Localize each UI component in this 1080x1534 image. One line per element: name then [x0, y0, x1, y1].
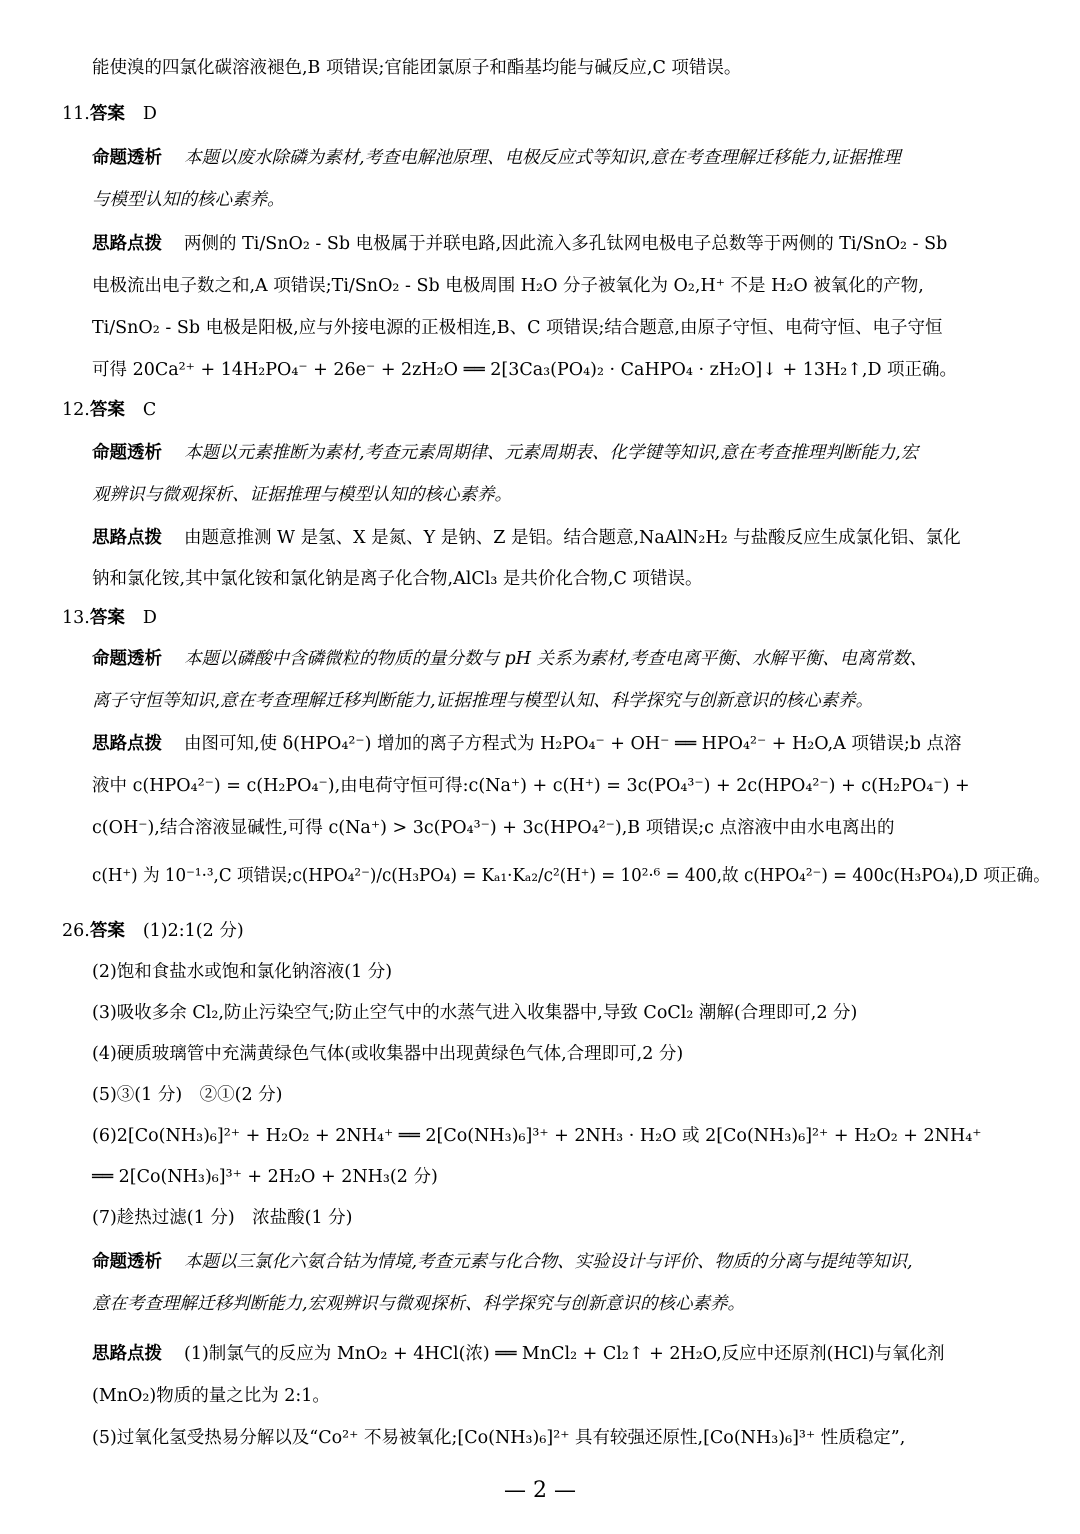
paragraph-line: 观辨识与微观探析、证据推理与模型认知的核心素养。 [92, 485, 512, 505]
section-tag: 命题透析 [92, 649, 162, 669]
section-tag: 思路点拨 [92, 234, 162, 254]
paragraph-line: 电极流出电子数之和,A 项错误;Ti/SnO₂ - Sb 电极周围 H₂O 分子被氧化为 O₂,H⁺ 不是 H₂O 被氧化的产物, [92, 276, 924, 296]
paragraph-line: 意在考查理解迁移判断能力,宏观辨识与微观探析、科学探究与创新意识的核心素养。 [92, 1294, 746, 1314]
paragraph-text: 由图可知,使 δ(HPO₄²⁻) 增加的离子方程式为 H₂PO₄⁻ + OH⁻ ══ HPO₄²⁻ + H₂O,A 项错误;b 点溶 [184, 734, 962, 754]
paragraph-line: 与模型认知的核心素养。 [92, 190, 285, 210]
tagged-paragraph-line [92, 146, 901, 170]
paragraph-line: 液中 c(HPO₄²⁻) = c(H₂PO₄⁻),由电荷守恒可得:c(Na⁺) + c(H⁺) = 3c(PO₄³⁻) + 2c(HPO₄²⁻) + c(H₂PO₄⁻) + [92, 776, 970, 796]
section-tag: 思路点拨 [92, 734, 162, 754]
paragraph-text: 本题以磷酸中含磷微粒的物质的量分数与 pH 关系为素材,考查电离平衡、水解平衡、电离常数、 [184, 649, 928, 669]
answer-line [62, 919, 244, 943]
question-number: 26. [62, 921, 90, 941]
paragraph-text: (1)制氯气的反应为 MnO₂ + 4HCl(浓) ══ MnCl₂ + Cl₂↑ + 2H₂O,反应中还原剂(HCl)与氧化剂 [184, 1344, 945, 1364]
section-tag: 思路点拨 [92, 528, 162, 548]
tagged-paragraph-line [92, 1342, 945, 1366]
paragraph-line: ══ 2[Co(NH₃)₆]³⁺ + 2H₂O + 2NH₃(2 分) [92, 1167, 438, 1187]
tagged-paragraph-line [92, 1250, 913, 1274]
page-number: — 2 — [504, 1478, 576, 1503]
tagged-paragraph-line [92, 732, 962, 756]
paragraph-line: 可得 20Ca²⁺ + 14H₂PO₄⁻ + 26e⁻ + 2zH₂O ══ 2[3Ca₃(PO₄)₂ · CaHPO₄ · zH₂O]↓ + 13H₂↑,D 项正确。 [92, 360, 958, 380]
question-number: 13. [62, 608, 90, 628]
answer-value: D [142, 104, 157, 124]
paragraph-line: (3)吸收多余 Cl₂,防止污染空气;防止空气中的水蒸气进入收集器中,导致 CoCl₂ 潮解(合理即可,2 分) [92, 1003, 858, 1023]
paragraph-line: 钠和氯化铵,其中氯化铵和氯化钠是离子化合物,AlCl₃ 是共价化合物,C 项错误。 [92, 569, 703, 589]
paragraph-text: 本题以三氯化六氨合钴为情境,考查元素与化合物、实验设计与评价、物质的分离与提纯等知识, [184, 1252, 913, 1272]
question-number: 12. [62, 400, 90, 420]
paragraph-text: 本题以元素推断为素材,考查元素周期律、元素周期表、化学键等知识,意在考查推理判断能力,宏 [184, 443, 919, 463]
section-tag: 命题透析 [92, 148, 162, 168]
section-tag: 命题透析 [92, 443, 162, 463]
paragraph-text: 由题意推测 W 是氢、X 是氮、Y 是钠、Z 是铝。结合题意,NaAlN₂H₂ 与盐酸反应生成氯化铝、氯化 [184, 528, 961, 548]
answer-value: D [142, 608, 157, 628]
section-tag: 思路点拨 [92, 1344, 162, 1364]
paragraph-line: 离子守恒等知识,意在考查理解迁移判断能力,证据推理与模型认知、科学探究与创新意识的核心素养。 [92, 691, 874, 711]
paragraph-line: (4)硬质玻璃管中充满黄绿色气体(或收集器中出现黄绿色气体,合理即可,2 分) [92, 1044, 684, 1064]
question-number: 11. [62, 104, 90, 124]
answer-label: 答案 [89, 104, 125, 124]
paragraph-line: 能使溴的四氯化碳溶液褪色,B 项错误;官能团氯原子和酯基均能与碱反应,C 项错误。 [92, 58, 742, 78]
paragraph-line: (MnO₂)物质的量之比为 2:1。 [92, 1386, 330, 1406]
answer-label: 答案 [89, 608, 125, 628]
tagged-paragraph-line [92, 232, 947, 256]
answer-line [62, 606, 157, 630]
paragraph-text: 本题以废水除磷为素材,考查电解池原理、电极反应式等知识,意在考查理解迁移能力,证据推理 [184, 148, 901, 168]
answer-label: 答案 [89, 921, 125, 941]
section-tag: 命题透析 [92, 1252, 162, 1272]
paragraph-line: (5)③(1 分) ②①(2 分) [92, 1085, 283, 1105]
paragraph-line: (5)过氧化氢受热易分解以及“Co²⁺ 不易被氧化;[Co(NH₃)₆]²⁺ 具有较强还原性,[Co(NH₃)₆]³⁺ 性质稳定”, [92, 1428, 906, 1448]
paragraph-text: 两侧的 Ti/SnO₂ - Sb 电极属于并联电路,因此流入多孔钛网电极电子总数等于两侧的 Ti/SnO₂ - Sb [184, 234, 948, 254]
paragraph-line: (7)趁热过滤(1 分) 浓盐酸(1 分) [92, 1208, 353, 1228]
answer-value: (1)2:1(2 分) [142, 921, 244, 941]
answer-line [62, 102, 157, 126]
answer-value: C [142, 400, 157, 420]
answer-line [62, 398, 156, 422]
paragraph-line: (2)饱和食盐水或饱和氯化钠溶液(1 分) [92, 962, 393, 982]
answer-label: 答案 [89, 400, 125, 420]
tagged-paragraph-line [92, 441, 918, 465]
paragraph-line: Ti/SnO₂ - Sb 电极是阳极,应与外接电源的正极相连,B、C 项错误;结合题意,由原子守恒、电荷守恒、电子守恒 [92, 318, 943, 338]
paragraph-line: c(OH⁻),结合溶液显碱性,可得 c(Na⁺) > 3c(PO₄³⁻) + 3c(HPO₄²⁻),B 项错误;c 点溶液中由水电离出的 [92, 818, 895, 838]
tagged-paragraph-line [92, 526, 961, 550]
paragraph-line: c(H⁺) 为 10⁻¹·³,C 项错误;c(HPO₄²⁻)/c(H₃PO₄) = Kₐ₁·Kₐ₂/c²(H⁺) = 10²·⁶ = 400,故 c(HPO₄²⁻) = 400c(H₃PO₄),D 项正确。 [92, 866, 1050, 886]
tagged-paragraph-line [92, 647, 927, 671]
paragraph-line: (6)2[Co(NH₃)₆]²⁺ + H₂O₂ + 2NH₄⁺ ══ 2[Co(NH₃)₆]³⁺ + 2NH₃ · H₂O 或 2[Co(NH₃)₆]²⁺ + H₂O₂ + 2NH₄⁺ [92, 1126, 982, 1146]
